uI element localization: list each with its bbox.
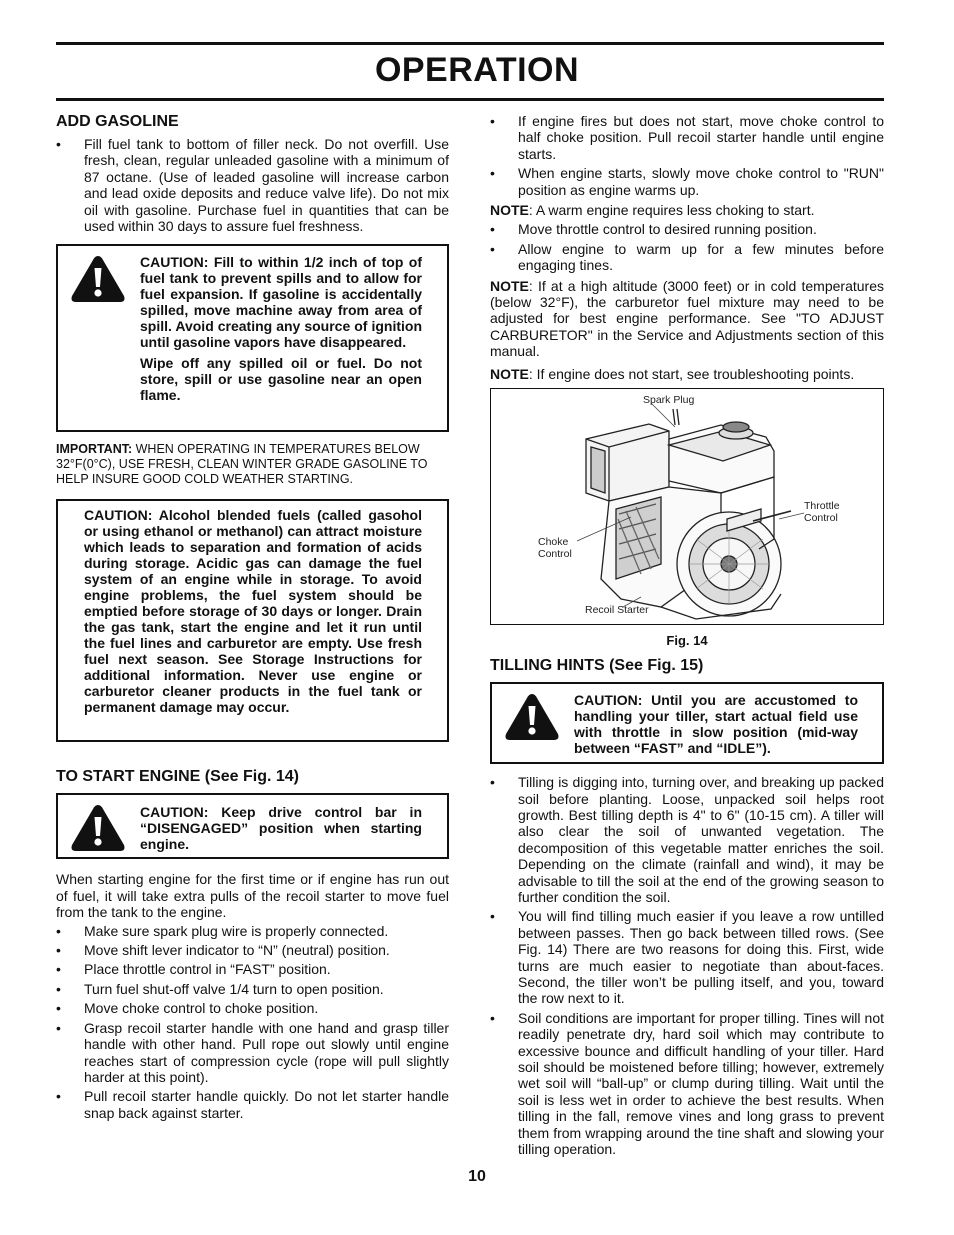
caution-box-throttle (490, 682, 884, 764)
header-rule-top (56, 42, 884, 45)
list-item: • Make sure spark plug wire is properly connected. (56, 923, 449, 939)
tilling-hints-list (490, 774, 884, 1157)
list-item: • Allow engine to warm up for a few minutes before engaging tines. (490, 241, 884, 274)
header-rule-bottom (56, 98, 884, 101)
engine-figure (490, 388, 884, 625)
list-item: • Fill fuel tank to bottom of filler neck. Do not overfill. Use fresh, clean, regular unleaded gasoline with a minimum of 87 octane. (Use of leaded gasoline will increase carbon and lead oxide deposits and reduce valve life). Do not mix oil with gasoline. Purchase fuel in quantities that can be used within 30 days to assure fuel freshness. (56, 136, 449, 234)
caution-text: CAUTION: Until you are accustomed to handling your tiller, start actual field use with throttle in slow position (mid-way between “FAST” and “IDLE”). (574, 692, 858, 757)
important-text: WHEN OPERATING IN TEMPERATURES BELOW 32°F(0°C), USE FRESH, CLEAN WINTER GRADE GASOLINE TO HELP INSURE GOOD COLD WEATHER STARTING. (56, 442, 428, 487)
note-high-altitude: NOTE: If at a high altitude (3000 feet) or in cold temperatures (below 32°F), the carburetor fuel mixture may need to be adjusted for best engine performance. See "TO ADJUST CARBURETOR" in the Service and Adjustments section of this manual. (490, 277, 884, 360)
list-item: • Move choke control to choke position. (56, 1000, 449, 1016)
note-troubleshooting: NOTE: If engine does not start, see troubleshooting points. (490, 365, 855, 382)
start-engine-intro: When starting engine for the first time or if engine has run out of fuel, it will take extra pulls of the recoil starter to move fuel from the tank to the engine. (56, 871, 449, 921)
caution-text: CAUTION: Keep drive control bar in “DISENGAGED” position when starting engine. (140, 804, 422, 853)
list-item: • Turn fuel shut-off valve 1/4 turn to open position. (56, 981, 449, 997)
warning-triangle-icon (70, 803, 126, 853)
start-engine-heading: TO START ENGINE (See Fig. 14) (56, 768, 299, 786)
left-column (56, 112, 449, 1124)
figure-caption: Fig. 14 (666, 633, 708, 649)
important-note (56, 442, 449, 487)
right-column (490, 113, 884, 1160)
warning-triangle-icon (70, 254, 126, 304)
page-number: 10 (468, 1168, 486, 1185)
page-title: OPERATION (374, 51, 580, 89)
list-item: • You will find tilling much easier if you leave a row untilled between passes. Then go back between tilled rows. (See Fig. 14) There are two reasons for doing this. First, wide turns are much easier to negotiate than about-faces. Second, the tiller won’t be pulling itself, and you, toward the row next to it. (490, 908, 884, 1006)
label-recoil-starter: Recoil Starter (585, 604, 649, 617)
list-item: • If engine fires but does not start, move choke control to half choke position. Pull recoil starter handle until engine starts. (490, 113, 884, 162)
list-item: • Tilling is digging into, turning over, and breaking up packed soil before planting. Loose, unpacked soil helps root growth. Best tilling depth is 4" to 6" (10-15 cm). A tiller will also clear the soil of unwanted vegetation. The decomposition of this vegetable matter enriches the soil. Depending on the climate (rainfall and wind), it may be advisable to till the soil at the end of the growing season to further condition the soil. (490, 774, 884, 905)
note-warm-engine: NOTE: A warm engine requires less choking to start. (490, 202, 815, 219)
caution-box-drive-control (56, 793, 449, 859)
list-item: • Move throttle control to desired running position. (490, 221, 884, 237)
label-throttle-control: Throttle Control (804, 500, 840, 525)
add-gasoline-list (56, 136, 449, 234)
list-item: • Place throttle control in “FAST” position. (56, 961, 449, 977)
start-engine-steps-cont (490, 113, 884, 198)
list-item: • Move shift lever indicator to “N” (neutral) position. (56, 942, 449, 958)
tilling-hints-heading: TILLING HINTS (See Fig. 15) (490, 657, 704, 675)
start-engine-steps (56, 923, 449, 1121)
caution-text: CAUTION: Fill to within 1/2 inch of top of fuel tank to prevent spills and to allow for fuel expansion. If gasoline is accidentally spilled, move machine away from area of spill. Avoid creating any source of ignition until gasoline vapors have disappeared. (140, 254, 422, 351)
start-engine-steps-more (490, 221, 884, 273)
list-item: • Pull recoil starter handle quickly. Do not let starter handle snap back against starter. (56, 1088, 449, 1121)
add-gasoline-heading: ADD GASOLINE (56, 113, 179, 130)
list-item: • Grasp recoil starter handle with one hand and grasp tiller handle with other hand. Pull rope out slowly until engine reaches start of compression cycle (rope will pull slightly harder at this point). (56, 1020, 449, 1086)
list-item: • Soil conditions are important for proper tilling. Tines will not readily penetrate dry, hard soil which may contribute to excessive bounce and difficult handling of your tiller. Hard soil should be moistened before tilling; however, extremely wet soil will “ball-up” or clump during tilling. Wait until the soil is less wet in order to achieve the best results. When tilling in the fall, remove vines and long grass to prevent them from wrapping around the tine shaft and slowing your tilling operation. (490, 1010, 884, 1158)
caution-text: CAUTION: Alcohol blended fuels (called gasohol or using ethanol or methanol) can attract moisture which leads to separation and formation of acids during storage. Acidic gas can damage the fuel system of an engine while in storage. To avoid engine problems, the fuel system should be emptied before storage of 30 days or longer. Drain the gas tank, start the engine and let it run until the fuel lines and carburetor are empty. Use fresh fuel next season. See Storage Instructions for additional information. Never use engine or carburetor cleaner products in the fuel tank or permanent damage may occur. (84, 507, 422, 716)
list-item: • When engine starts, slowly move choke control to "RUN" position as engine warms up. (490, 165, 884, 198)
caution-box-fuel-fill (56, 244, 449, 432)
label-spark-plug: Spark Plug (643, 394, 695, 407)
label-choke-control: Choke Control (538, 536, 572, 561)
caution-text: Wipe off any spilled oil or fuel. Do not store, spill or use gasoline near an open flame. (140, 355, 422, 404)
important-label: IMPORTANT: (56, 442, 133, 457)
warning-triangle-icon (504, 692, 560, 742)
caution-box-alcohol-fuels (56, 499, 449, 742)
